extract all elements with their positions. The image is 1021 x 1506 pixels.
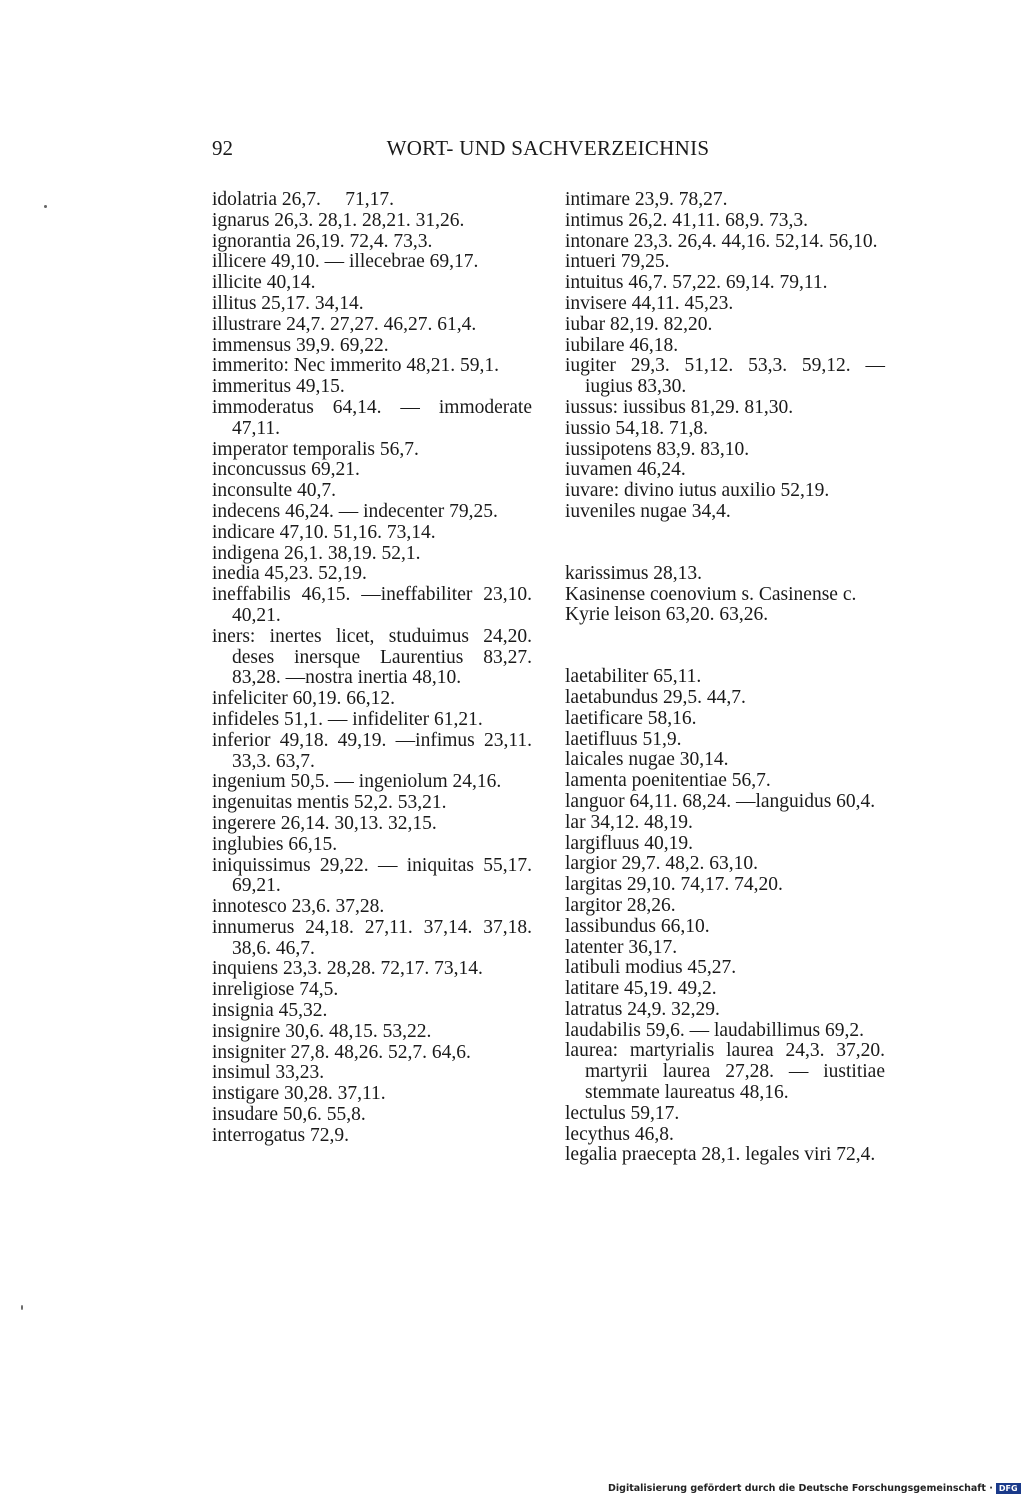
index-entry: inreligiose 74,5. — [212, 979, 339, 1001]
page-header — [212, 136, 884, 166]
section-i — [565, 190, 885, 523]
index-entry: iubilare 46,18. — [565, 334, 679, 356]
running-title: WORT- UND SACHVERZEICHNIS — [386, 136, 710, 160]
index-entry: illitus 25,17. 34,14. — [212, 292, 364, 314]
index-entry: ingenuitas mentis 52,2. 53,21. — [212, 792, 447, 814]
index-entry: laudabilis 59,6. — laudabillimus 69,2. — [565, 1019, 864, 1041]
index-entry: laetabundus 29,5. 44,7. — [565, 686, 746, 708]
index-entry: immoderatus 64,14. — immoderate 47,11. — [212, 396, 532, 439]
index-entry: inconcussus 69,21. — [212, 459, 360, 481]
index-entry: immerito: Nec immerito 48,21. 59,1. — [212, 355, 500, 377]
index-entry: Kyrie leison 63,20. 63,26. — [565, 604, 769, 626]
index-entry: insigniter 27,8. 48,26. 52,7. 64,6. — [212, 1041, 471, 1063]
index-entry: inglubies 66,15. — [212, 833, 338, 855]
index-entry: invisere 44,11. 45,23. — [565, 292, 734, 314]
index-entry: inconsulte 40,7. — [212, 480, 337, 502]
scan-speck — [21, 1305, 23, 1310]
index-entry: latibuli modius 45,27. — [565, 957, 737, 979]
dfg-logo: DFG — [996, 1483, 1021, 1494]
index-entry: languor 64,11. 68,24. —languidus 60,4. — [565, 790, 876, 812]
index-entry: iners: inertes licet, studuimus 24,20. deses inersque Laurentius 83,27. 83,28. —nostra inertia 48,10. — [212, 625, 532, 689]
index-entry: ignorantia 26,19. 72,4. 73,3. — [212, 230, 433, 252]
section-gap — [565, 523, 885, 564]
index-entry: lar 34,12. 48,19. — [565, 811, 693, 833]
index-entry: insignia 45,32. — [212, 1000, 328, 1022]
index-entry: lectulus 59,17. — [565, 1102, 680, 1124]
index-entry: ineffabilis 46,15. —ineffabiliter 23,10. 40,21. — [212, 584, 532, 626]
index-entry: illustrare 24,7. 27,27. 46,27. 61,4. — [212, 313, 477, 335]
index-entry: iubar 82,19. 82,20. — [565, 313, 713, 335]
index-entry: ingerere 26,14. 30,13. 32,15. — [212, 812, 437, 834]
index-entry: illicite 40,14. — [212, 272, 316, 294]
index-entry: indecens 46,24. — indecenter 79,25. — [212, 500, 498, 522]
index-entry: karissimus 28,13. — [565, 562, 703, 584]
index-entry: inferior 49,18. 49,19. —infimus 23,11. 33,3. 63,7. — [212, 729, 532, 772]
index-entry: innumerus 24,18. 27,11. 37,14. 37,18. 38,6. 46,7. — [212, 916, 532, 959]
index-entry: iuveniles nugae 34,4. — [565, 500, 731, 522]
index-entry: iuvare: divino iutus auxilio 52,19. — [565, 480, 830, 502]
index-entry: intonare 23,3. 26,4. 44,16. 52,14. 56,10. — [565, 230, 878, 252]
index-entry: laetabiliter 65,11. — [565, 666, 702, 688]
index-entry: latenter 36,17. — [565, 936, 678, 958]
index-entry: laicales nugae 30,14. — [565, 749, 729, 771]
scan-speck — [44, 205, 47, 208]
index-entry: instigare 30,28. 37,11. — [212, 1083, 386, 1105]
index-entry: Kasinense coenovium s. Casinense c. — [565, 583, 857, 605]
index-entry: latitare 45,19. 49,2. — [565, 978, 717, 1000]
index-entry: intuitus 46,7. 57,22. 69,14. 79,11. — [565, 272, 828, 294]
right-column — [565, 190, 885, 1166]
index-entry: insimul 33,23. — [212, 1062, 325, 1084]
index-entry: indigena 26,1. 38,19. 52,1. — [212, 542, 421, 564]
index-entry: laurea: martyrialis laurea 24,3. 37,20. martyrii laurea 27,28. — iustitiae stemmate laureatus 48,16. — [565, 1040, 885, 1104]
index-entry: latratus 24,9. 32,29. — [565, 998, 720, 1020]
left-column — [212, 190, 532, 1147]
index-entry: laetificare 58,16. — [565, 707, 697, 729]
index-entry: indicare 47,10. 51,16. 73,14. — [212, 521, 436, 543]
index-entry: immensus 39,9. 69,22. — [212, 334, 389, 356]
index-entry: ignarus 26,3. 28,1. 28,21. 31,26. — [212, 209, 465, 231]
index-entry: iussus: iussibus 81,29. 81,30. — [565, 396, 794, 418]
section-gap — [565, 626, 885, 667]
section-k — [565, 564, 885, 626]
index-entry: lassibundus 66,10. — [565, 915, 710, 937]
index-entry: intueri 79,25. — [565, 251, 670, 273]
index-entry: iussipotens 83,9. 83,10. — [565, 438, 750, 460]
index-entry: largifluus 40,19. — [565, 832, 694, 854]
index-entry: largior 29,7. 48,2. 63,10. — [565, 853, 759, 875]
index-entry: ingenium 50,5. — ingeniolum 24,16. — [212, 771, 502, 793]
index-entry: immeritus 49,15. — [212, 376, 345, 398]
index-entry: inquiens 23,3. 28,28. 72,17. 73,14. — [212, 958, 483, 980]
index-entry: iuvamen 46,24. — [565, 459, 686, 481]
index-entry: infeliciter 60,19. 66,12. — [212, 688, 396, 710]
section-l — [565, 667, 885, 1166]
index-entry: laetifluus 51,9. — [565, 728, 682, 750]
page-number: 92 — [212, 136, 233, 160]
index-entry: largitas 29,10. 74,17. 74,20. — [565, 874, 783, 896]
digitization-footer — [608, 1483, 1021, 1494]
index-entry: iniquissimus 29,22. — iniquitas 55,17. 69,21. — [212, 854, 532, 897]
index-entry: innotesco 23,6. 37,28. — [212, 896, 385, 918]
index-entry: lamenta poenitentiae 56,7. — [565, 770, 771, 792]
index-entry: illicere 49,10. — illecebrae 69,17. — [212, 251, 479, 273]
footer-text: Digitalisierung gefördert durch die Deutsche Forschungsgemeinschaft · — [608, 1483, 993, 1494]
index-entry: legalia praecepta 28,1. legales viri 72,4. — [565, 1144, 876, 1166]
index-entry: lecythus 46,8. — [565, 1123, 674, 1145]
index-entry: inedia 45,23. 52,19. — [212, 563, 367, 585]
index-entry: intimare 23,9. 78,27. — [565, 189, 728, 210]
index-entry: iussio 54,18. 71,8. — [565, 417, 709, 439]
index-entry: idolatria 26,7. 71,17. — [212, 189, 394, 210]
index-entry: insudare 50,6. 55,8. — [212, 1104, 366, 1126]
index-entry: iugiter 29,3. 51,12. 53,3. 59,12. — iugius 83,30. — [565, 355, 885, 398]
index-entry: intimus 26,2. 41,11. 68,9. 73,3. — [565, 209, 809, 231]
index-entry: insignire 30,6. 48,15. 53,22. — [212, 1020, 432, 1042]
index-entry: imperator temporalis 56,7. — [212, 438, 419, 460]
index-entry: interrogatus 72,9. — [212, 1124, 350, 1146]
index-entry: infideles 51,1. — infideliter 61,21. — [212, 708, 483, 730]
index-entry: largitor 28,26. — [565, 894, 676, 916]
